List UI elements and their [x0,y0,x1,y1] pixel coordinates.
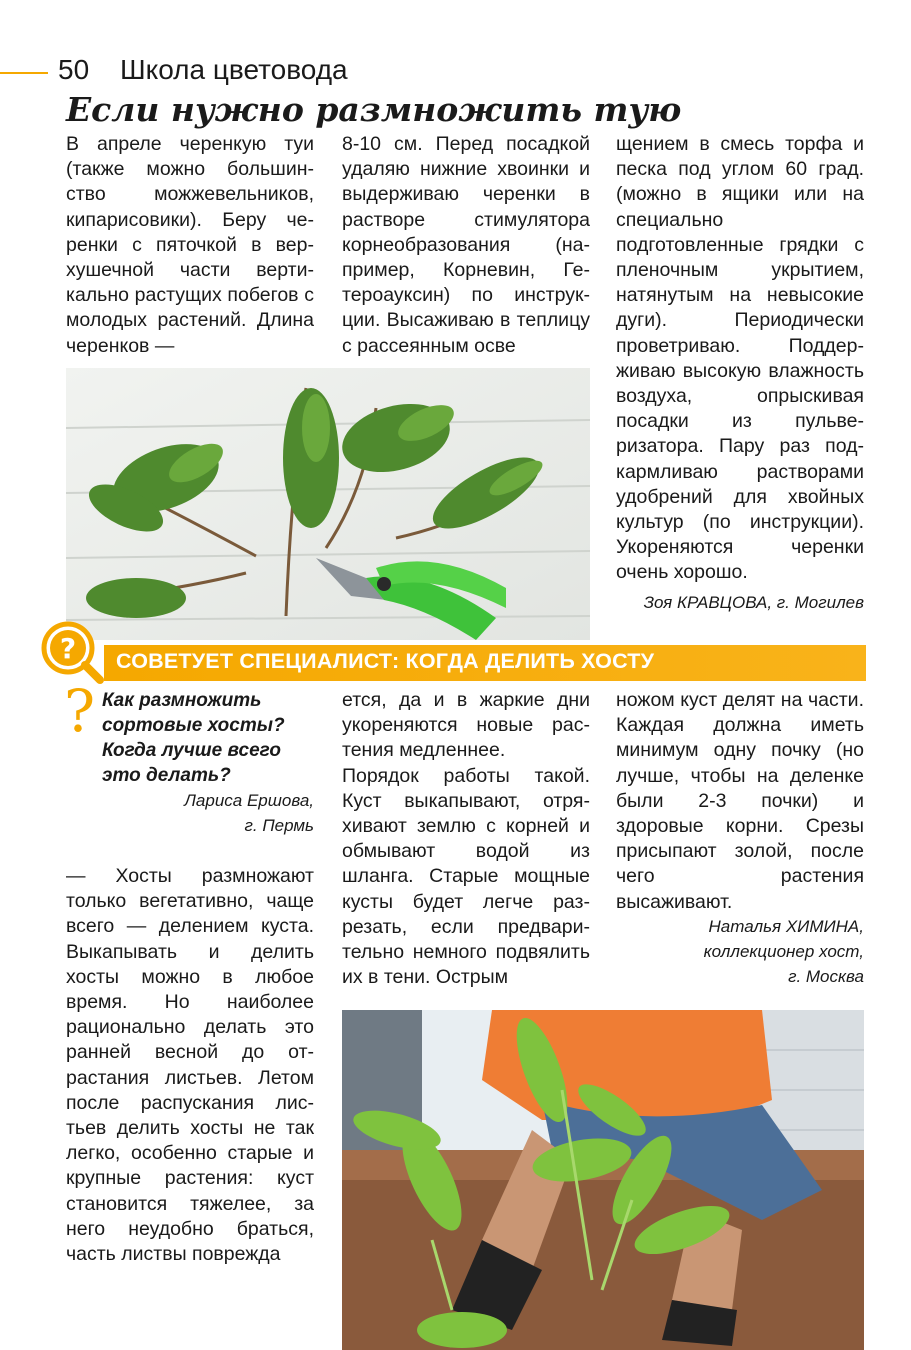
article2-column-3 [616,688,864,915]
article1-col1-text: В апреле черенкую туи (также можно большинство можжевельников, кипарисовики). Беру черенки с пяточкой в верхушечной части вертикально растущих побегов с молодых растений. Длина черенков — [66,133,314,357]
question-author-city: г. Пермь [244,816,314,835]
svg-text:?: ? [59,632,77,665]
thuja-cuttings-photo [66,368,590,640]
question-mark-icon: ? [64,677,96,745]
article1-column-3 [616,132,864,586]
article2-column-2 [342,688,590,990]
thuja-cuttings-illustration [66,368,590,640]
article1-column-1 [66,132,314,359]
article1-signature: Зоя КРАВЦОВА, г. Могилев [643,593,864,612]
article2-signature-role: коллекционер хост, [703,942,864,961]
reader-question: Как размножить сортовые хосты? Когда лучше всего это делать? [102,690,285,786]
article-title: Если нужно размножить тую [66,90,682,129]
article2-col2-para2: Порядок работы такой. Куст выкапывают, отряхивают землю с корней и обмывают водой из шланга. Старые мощные кусты будет легче разрезать, если предварительно немного подвялить их в тени. Острым [342,764,590,989]
banner-title: СОВЕТУЕТ СПЕЦИАЛИСТ: КОГДА ДЕЛИТЬ ХОСТУ [116,649,655,673]
question-author-name: Лариса Ершова, [184,791,314,810]
article1-col3-text: щением в смесь торфа и песка под углом 60 град. (можно в ящики или на специально подготовленные грядки с пленочным укрытием, натянутым на невысокие дуги). Периодически проветриваю. Поддерживаю высокую влажность воздуха, опрыскивая посадки из пульверизатора. Пару раз подкармливаю растворами удобрений для хвойных культур (по инструкции). Укореняются черенки очень хорошо. [616,133,864,584]
magnifier-question-icon [40,620,104,684]
article1-column-2 [342,132,590,359]
article2-signature-city: г. Москва [788,967,864,986]
page-number: 50 [58,54,90,85]
article2-col1-text: — Хосты размножают только вегетативно, чаще всего — делением куста. Выкапывать и делить хосты можно в любое время. Но наиболее рационально делать это ранней весной до отрастания листьев. Летом после распускания листьев делить хосты не так легко, особенно старые и крупные растения: куст становится тяжелее, за него неудобно браться, часть листвы поврежда [66,865,314,1266]
article2-col3-text: ножом куст делят на части. Каждая должна иметь минимум одну почку (но лучше, чтобы на деленке были 2-3 почки) и здоровые корни. Срезы присыпают золой, после чего растения высаживают. [616,689,864,913]
section-name: Школа цветовода [120,54,348,85]
hosta-planting-photo [342,1010,864,1350]
article1-col2-text: 8-10 см. Перед посадкой удаляю нижние хвоинки и выдерживаю черенки в растворе стимулятора корнеобразования (например, Корневин, Гетероауксин) по инструкции. Высаживаю в теплицу с рассеянным осве [342,133,590,357]
article2-signature-name: Наталья ХИМИНА, [708,917,864,936]
article2-column-1 [66,864,314,1267]
header-accent-line [0,72,48,74]
hosta-planting-illustration [342,1010,864,1350]
article2-col2-para1: ется, да и в жаркие дни укореняются новые растения медленнее. [342,689,590,762]
